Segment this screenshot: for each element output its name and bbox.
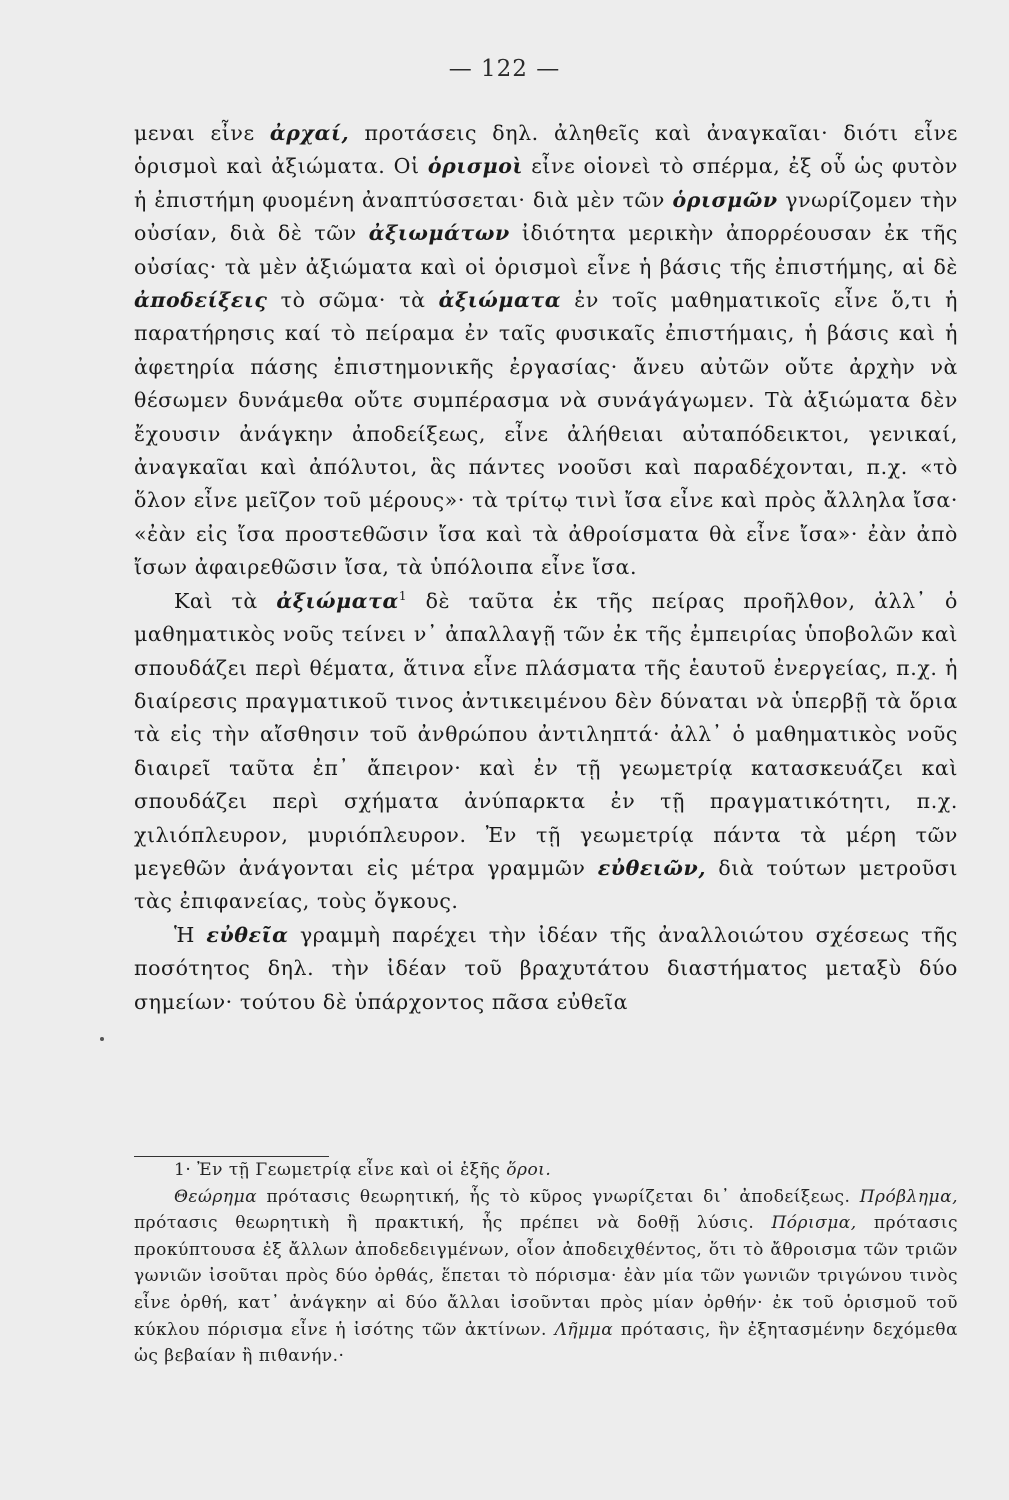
text-run: διὰ τούτων μετροῦσι τὰς ἐπιφανείας, τοὺς ὄγκους. bbox=[134, 855, 958, 914]
text-run: γραμμὴ παρέχει τὴν ἰδέαν τῆς ἀναλλοιώτου σχέσεως τῆς ποσότητος δηλ. τὴν ἰδέαν τοῦ βραχυτάτου διαστήματος μεταξὺ δύο σημείων· τούτου δὲ ὑπάρχοντος πᾶσα εὐθεῖα bbox=[134, 922, 958, 1014]
text-run: γνωρίζομεν τὴν οὐσίαν, διὰ δὲ τῶν bbox=[134, 187, 958, 246]
paragraph bbox=[134, 919, 958, 1019]
footnote-marker: 1 bbox=[398, 588, 408, 603]
paragraph bbox=[134, 117, 958, 585]
text-run: μεναι εἶνε bbox=[134, 121, 270, 145]
text-run: ἐν τοῖς μαθηματικοῖς εἶνε ὅ,τι ἡ παρατήρησις καί τὸ πείραμα ἐν ταῖς φυσικαῖς ἐπιστήμαις, ἡ βάσις καὶ ἡ ἀφετηρία πάσης ἐπιστημονικῆς ἐργασίας· ἄνευ αὐτῶν οὔτε ἀρχὴν νὰ θέσωμεν δυνάμεθα οὔτε συμπέρασμα νὰ συνάγάγωμεν. Τὰ ἀξιώματα δὲν ἔχουσιν ἀνάγκην ἀποδείξεως, εἶνε ἀλήθειαι αὐταπόδεικτοι, γενικαί, ἀναγκαῖαι καὶ ἀπόλυτοι, ἃς πάντες νοοῦσι καὶ παραδέχονται, π.χ. «τὸ ὅλον εἶνε μεῖζον τοῦ μέρους»· τὰ τρίτῳ τινὶ ἴσα εἶνε καὶ πρὸς ἄλληλα ἴσα· «ἐὰν εἰς ἴσα προστεθῶσιν ἴσα καὶ τὰ ἀθροίσματα θὰ εἶνε ἴσα»· ἐὰν ἀπὸ ἴσων ἀφαιρεθῶσιν ἴσα, τὰ ὑπόλοιπα εἶνε ἴσα. bbox=[134, 288, 958, 580]
main-text bbox=[134, 117, 958, 1019]
emphasis-term: ὁρισμῶν bbox=[672, 187, 778, 212]
emphasis-term: ἀποδείξεις bbox=[134, 288, 268, 313]
emphasis-term: εὐθειῶν, bbox=[597, 855, 707, 880]
text-run: εἶνε οἱονεὶ τὸ σπέρμα, ἐξ οὗ ὡς φυτὸν ἡ ἐπιστήμη φυομένη ἀναπτύσσεται· διὰ μὲν τῶν bbox=[134, 154, 958, 212]
text-run: δὲ ταῦτα ἐκ τῆς πείρας προῆλθον, ἀλλ᾽ ὁ μαθηματικὸς νοῦς τείνει ν᾽ ἀπαλλαγῇ τῶν ἐκ τῆς ἐμπειρίας ὑποβολῶν καὶ σπουδάζει περὶ θέματα, ἅτινα εἶνε πλάσματα τῆς ἑαυτοῦ ἐνεργείας, π.χ. ἡ διαίρεσις πραγματικοῦ τινος ἀντικειμένου δὲν δύναται νὰ ὑπερβῇ τὰ ὅρια τὰ εἰς τὴν αἴσθησιν τοῦ ἀνθρώπου ἀντιληπτά· ἀλλ᾽ ὁ μαθηματικὸς νοῦς διαιρεῖ ταῦτα ἐπ᾽ ἄπειρον· καὶ ἐν τῇ γεωμετρίᾳ κατασκευάζει καὶ σπουδάζει περὶ σχήματα ἀνύπαρκτα ἐν τῇ πραγματικότητι, π.χ. χιλιόπλευρον, μυριόπλευρον. Ἐν τῇ γεωμετρίᾳ πάντα τὰ μέρη τῶν μεγεθῶν ἀνάγονται εἰς μέτρα γραμμῶν bbox=[134, 588, 958, 880]
page-number: — 122 — bbox=[448, 56, 561, 82]
emphasis-term: ἀξιώματα bbox=[276, 588, 399, 613]
emphasis-term: ἀξιώματα bbox=[438, 288, 562, 313]
footnote-heading bbox=[134, 1157, 958, 1184]
emphasis-term: Θεώρημα bbox=[174, 1186, 258, 1207]
emphasis-term: εὐθεῖα bbox=[206, 922, 289, 947]
emphasis-term: Πρόβλημα, bbox=[859, 1186, 958, 1207]
footnote-body bbox=[134, 1184, 958, 1370]
text-run: πρότασις προκύπτουσα ἐξ ἄλλων ἀποδεδειγμένων, οἷον ἀποδειχθέντος, ὅτι τὸ ἄθροισμα τῶν τριῶν γωνιῶν ἰσοῦται πρὸς δύο ὀρθάς, ἕπεται τὸ πόρισμα· ἐὰν μία τῶν γωνιῶν τριγώνου τινὸς εἶνε ὀρθή, κατ᾽ ἀνάγκην αἱ δύο ἄλλαι ἰσοῦνται πρὸς μίαν ὀρθήν· ἐκ τοῦ ὁρισμοῦ τοῦ κύκλου πόρισμα εἶνε ἡ ἰσότης τῶν ἀκτίνων. bbox=[134, 1213, 958, 1340]
text-run: Καὶ τὰ bbox=[174, 588, 277, 613]
text-run: πρότασις, ἣν ἐξητασμένην δεχόμεθα ὡς βεβαίαν ἢ πιθανήν.· bbox=[134, 1319, 958, 1367]
paragraph bbox=[134, 585, 958, 919]
footnotes bbox=[134, 1157, 958, 1370]
text-run: ἰδιότητα μερικὴν ἀπορρέουσαν ἐκ τῆς οὐσίας· τὰ μὲν ἀξιώματα καὶ οἱ ὁρισμοὶ εἶνε ἡ βάσις τῆς ἐπιστήμης, αἱ δὲ bbox=[134, 221, 958, 279]
text-run: 1· Ἐν τῇ Γεωμετρίᾳ εἶνε καὶ οἱ ἑξῆς bbox=[174, 1160, 507, 1180]
text-run: πρότασις θεωρητικὴ ἢ πρακτική, ἧς πρέπει νὰ δοθῇ λύσις. bbox=[134, 1213, 772, 1234]
margin-mark bbox=[100, 1037, 104, 1041]
emphasis-term: ἀξιωμάτων bbox=[368, 221, 510, 246]
text-run: πρότασις θεωρητική, ἧς τὸ κῦρος γνωρίζεται δι᾽ ἀποδείξεως. bbox=[257, 1186, 860, 1207]
text-run: Ἡ bbox=[174, 922, 207, 947]
emphasis-term: ἀρχαί, bbox=[269, 121, 350, 145]
emphasis-term: ὁρισμοὶ bbox=[427, 154, 523, 179]
text-run: τὸ σῶμα· τὰ bbox=[267, 288, 439, 313]
emphasis-term: ὅροι. bbox=[506, 1160, 552, 1180]
emphasis-term: Πόρισμα, bbox=[771, 1213, 857, 1234]
text-run: προτάσεις δηλ. ἀληθεῖς καὶ ἀναγκαῖαι· διότι εἶνε ὁρισμοὶ καὶ ἀξιώματα. Οἱ bbox=[134, 121, 958, 179]
emphasis-term: Λῆμμα bbox=[554, 1319, 614, 1340]
